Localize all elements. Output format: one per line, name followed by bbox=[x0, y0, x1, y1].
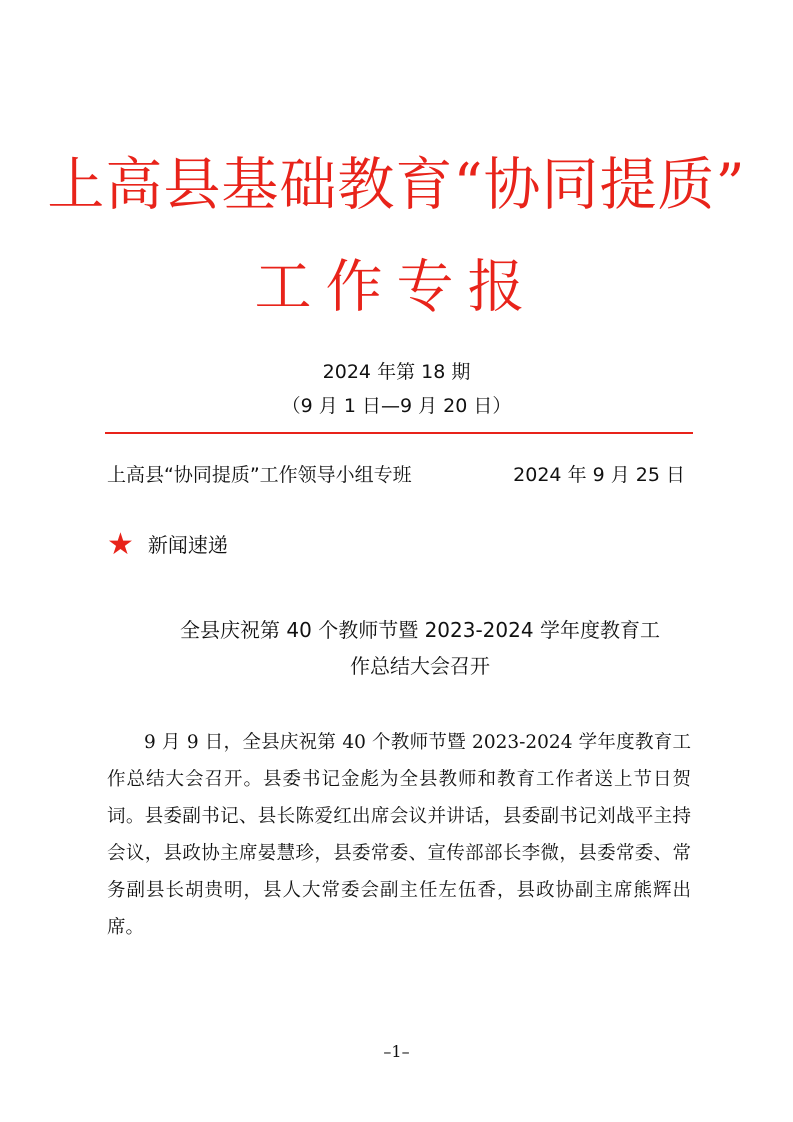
page-number: –1– bbox=[383, 1042, 410, 1061]
section-label: 新闻速递 bbox=[147, 533, 228, 557]
issuer-name: 上高县“协同提质”工作领导小组专班 bbox=[107, 464, 412, 486]
issue-number: 2024 年第 18 期 bbox=[322, 361, 471, 383]
report-subtitle: 工作专报 bbox=[254, 254, 539, 320]
star-icon: ★ bbox=[107, 527, 134, 562]
date-range: （9 月 1 日—9 月 20 日） bbox=[281, 395, 512, 417]
section-heading bbox=[107, 527, 228, 563]
issue-date: 2024 年 9 月 25 日 bbox=[513, 464, 685, 486]
report-title: 上高县基础教育“协同提质” bbox=[47, 152, 746, 218]
article-title-line-2: 作总结大会召开 bbox=[350, 654, 490, 678]
article-title bbox=[140, 612, 700, 684]
article-title-line-1: 全县庆祝第 40 个教师节暨 2023-2024 学年度教育工 bbox=[180, 618, 660, 642]
header-divider bbox=[105, 432, 693, 434]
article-body: 9 月 9 日，全县庆祝第 40 个教师节暨 2023-2024 学年度教育工作总结大会召开。县委书记金彪为全县教师和教育工作者送上节日贺词。县委副书记、县长陈爱红出席会议并讲话，县委副书记刘战平主持会议，县政协主席晏慧珍，县委常委、宣传部部长李微，县委常委、常务副县长胡贵明，县人大常委会副主任左伍香，县政协副主席熊辉出席。 bbox=[107, 732, 691, 938]
